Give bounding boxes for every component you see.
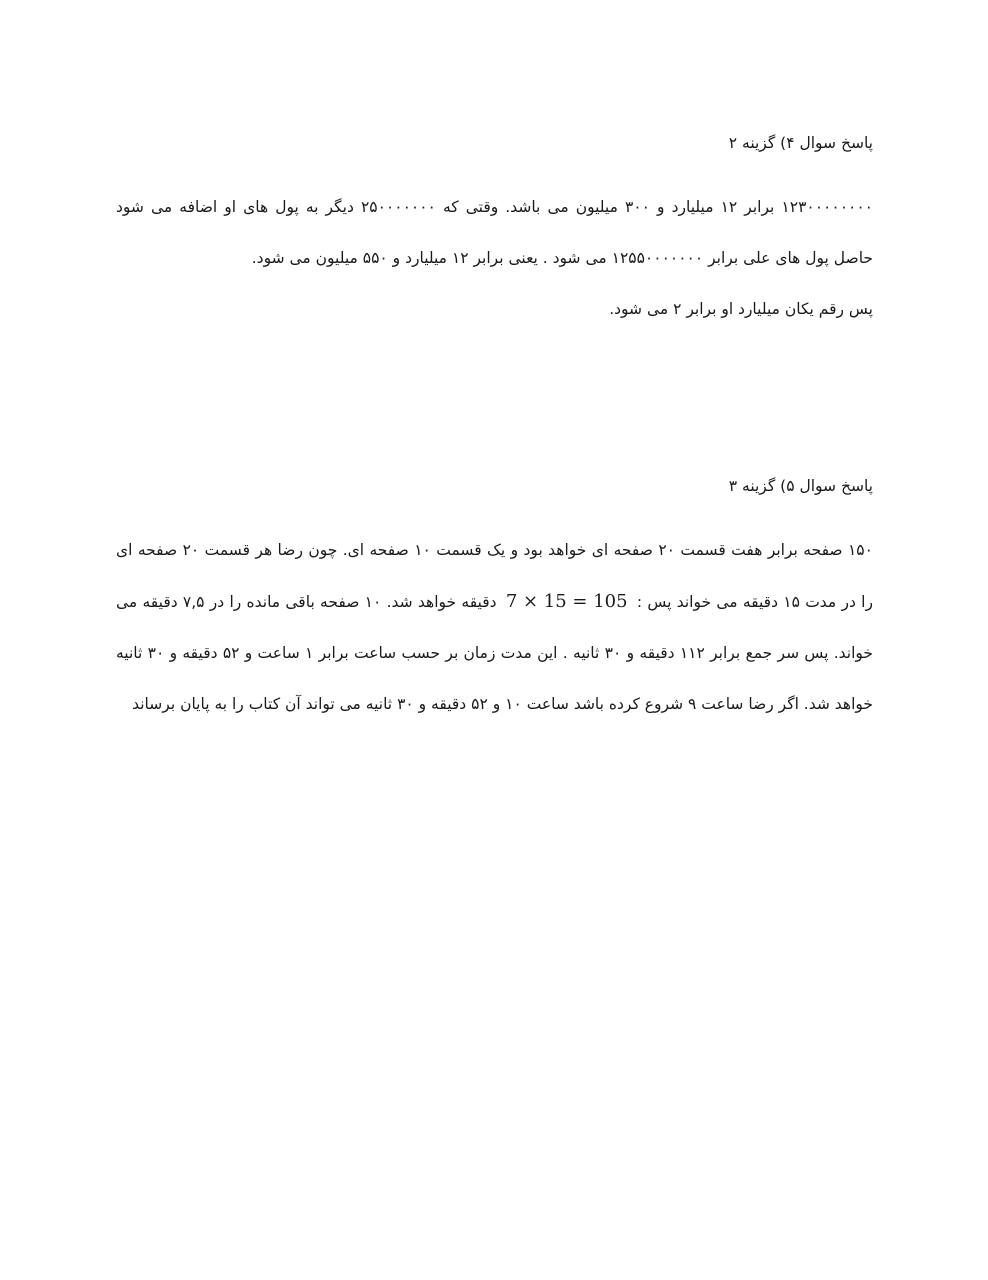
answer-4-conclusion: پس رقم یکان میلیارد او برابر ۲ می شود. bbox=[609, 300, 873, 318]
answer-4-heading: پاسخ سوال ۴) گزینه ۲ bbox=[728, 134, 873, 152]
answer-5-text-before-math: ۱۵۰ صفحه برابر هفت قسمت ۲۰ صفحه ای خواهد بود و یک قسمت ۱۰ صفحه ای. چون رضا هر قسمت ۲۰ صفحه ای را در مدت ۱۵ دقیقه می خواند پس : bbox=[116, 541, 873, 611]
answer-5-text-after-math: دقیقه خواهد شد. ۱۰ صفحه باقی مانده را در ۷,۵ دقیقه می خواند. پس سر جمع برابر ۱۱۲ دقیقه و ۳۰ ثانیه . این مدت زمان بر حسب ساعت برابر ۱ ساعت و ۵۲ دقیقه و ۳۰ ثانیه خواهد شد. اگر رضا ساعت ۹ شروع کرده باشد ساعت ۱۰ و ۵۲ دقیقه و ۳۰ ثانیه می تواند آن کتاب را به پایان برساند bbox=[116, 593, 874, 713]
section-spacer bbox=[116, 335, 873, 461]
document-body bbox=[116, 118, 873, 730]
math-expression: 7 × 15 = 105 bbox=[505, 591, 628, 612]
answer-4-paragraph: ۱۲۳۰۰۰۰۰۰۰۰ برابر ۱۲ میلیارد و ۳۰۰ میلیون می باشد. وقتی که ۲۵۰۰۰۰۰۰۰ دیگر به پول های او اضافه می شود حاصل پول های علی برابر ۱۲۵۵۰۰۰۰۰۰۰ می شود . یعنی برابر ۱۲ میلیارد و ۵۵۰ میلیون می شود. bbox=[116, 198, 873, 267]
answer-5-heading: پاسخ سوال ۵) گزینه ۳ bbox=[728, 477, 873, 495]
answer-5-paragraph bbox=[116, 525, 873, 730]
